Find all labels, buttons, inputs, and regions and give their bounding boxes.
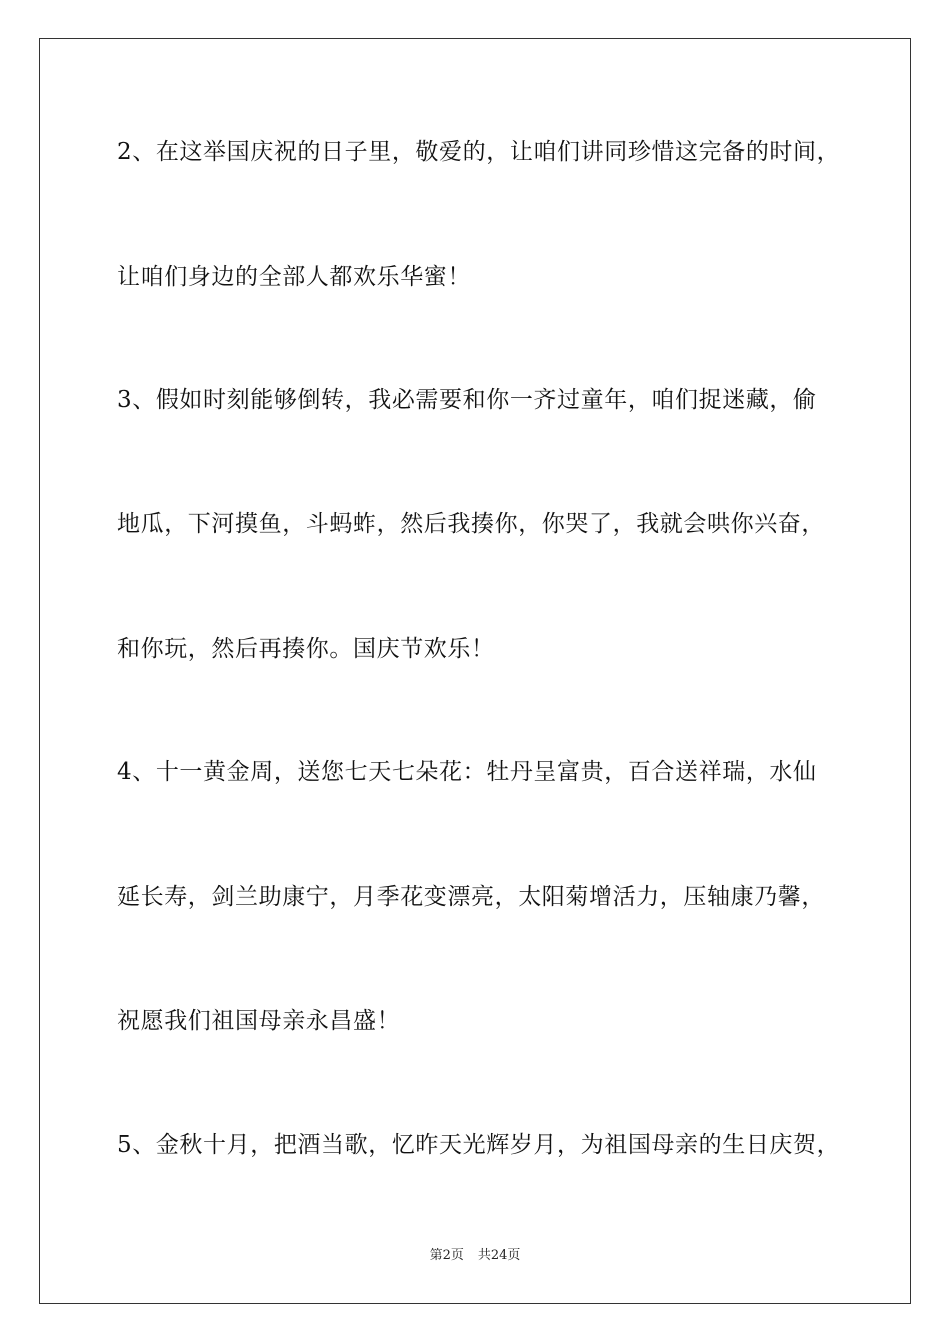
text-line: 4、十一黄金周，送您七天七朵花：牡丹呈富贵，百合送祥瑞，水仙 [117,759,817,785]
text-line: 2、在这举国庆祝的日子里，敬爱的，让咱们讲同珍惜这完备的时间， [117,139,841,165]
page-total: 共24页 [477,1248,521,1263]
page-border [39,38,911,1304]
text-line: 5、金秋十月，把酒当歌，忆昨天光辉岁月，为祖国母亲的生日庆贺， [117,1132,841,1158]
text-line: 让咱们身边的全部人都欢乐华蜜！ [117,264,471,290]
text-line: 祝愿我们祖国母亲永昌盛！ [117,1008,401,1034]
text-line: 地瓜，下河摸鱼，斗蚂蚱，然后我揍你，你哭了，我就会哄你兴奋， [117,511,825,537]
text-line: 延长寿，剑兰助康宁，月季花变漂亮，太阳菊增活力，压轴康乃馨， [117,884,825,910]
page-number: 第2页 [429,1248,464,1263]
page-footer [0,1247,950,1265]
text-line: 3、假如时刻能够倒转，我必需要和你一齐过童年，咱们捉迷藏，偷 [117,387,817,413]
text-line: 和你玩，然后再揍你。国庆节欢乐！ [117,636,495,662]
